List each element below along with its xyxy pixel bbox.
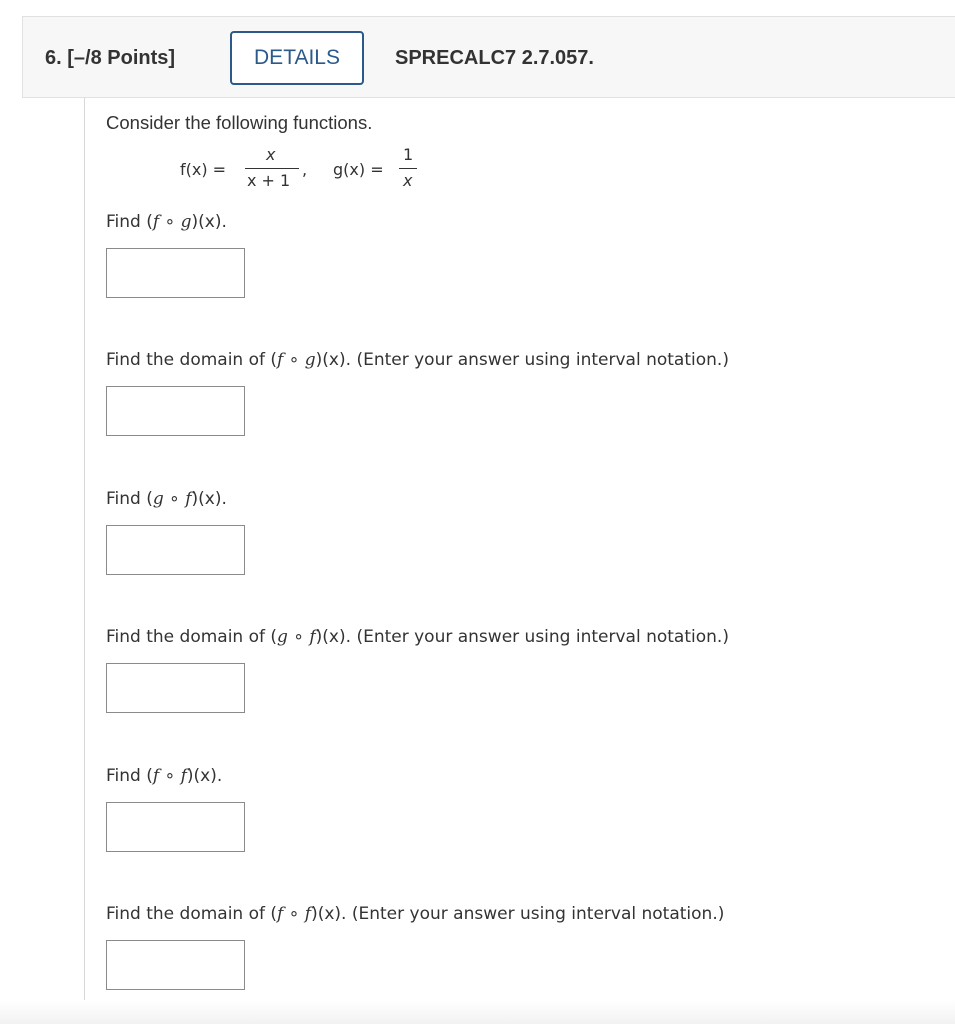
f-numerator: x	[266, 145, 276, 164]
intro-text: Consider the following functions.	[106, 112, 373, 133]
answer-input-domain-f-of-g[interactable]	[106, 386, 245, 436]
prompt-domain-g-of-f: Find the domain of (g ∘ f)(x). (Enter your answer using interval notation.)	[106, 627, 729, 647]
g-fraction-bar	[399, 168, 417, 169]
answer-input-g-of-f[interactable]	[106, 525, 245, 575]
question-number-points	[45, 47, 175, 70]
g-numerator: 1	[403, 145, 414, 164]
answer-input-domain-f-of-f[interactable]	[106, 940, 245, 990]
question-number: 6.	[45, 47, 62, 69]
g-denominator: x	[403, 171, 413, 190]
answer-input-f-of-g[interactable]	[106, 248, 245, 298]
details-button[interactable]: DETAILS	[230, 31, 364, 85]
prompt-domain-f-of-g: Find the domain of (f ∘ g)(x). (Enter your answer using interval notation.)	[106, 350, 729, 370]
question-header	[22, 16, 955, 98]
f-lhs: f(x) =	[180, 160, 227, 179]
answer-input-f-of-f[interactable]	[106, 802, 245, 852]
f-fraction-bar	[245, 168, 299, 169]
g-lhs: g(x) =	[333, 160, 384, 179]
prompt-f-of-g: Find (f ∘ g)(x).	[106, 212, 227, 232]
prompt-g-of-f: Find (g ∘ f)(x).	[106, 489, 227, 509]
prompt-domain-f-of-f: Find the domain of (f ∘ f)(x). (Enter your answer using interval notation.)	[106, 904, 725, 924]
content-divider	[84, 98, 85, 1024]
question-code: SPRECALC7 2.7.057.	[395, 47, 594, 69]
answer-input-domain-g-of-f[interactable]	[106, 663, 245, 713]
f-denominator: x + 1	[247, 171, 291, 190]
page-bottom-fade	[0, 1000, 955, 1024]
function-separator: ,	[302, 160, 308, 179]
prompt-f-of-f: Find (f ∘ f)(x).	[106, 766, 223, 786]
points-label: [–/8 Points]	[67, 47, 176, 69]
